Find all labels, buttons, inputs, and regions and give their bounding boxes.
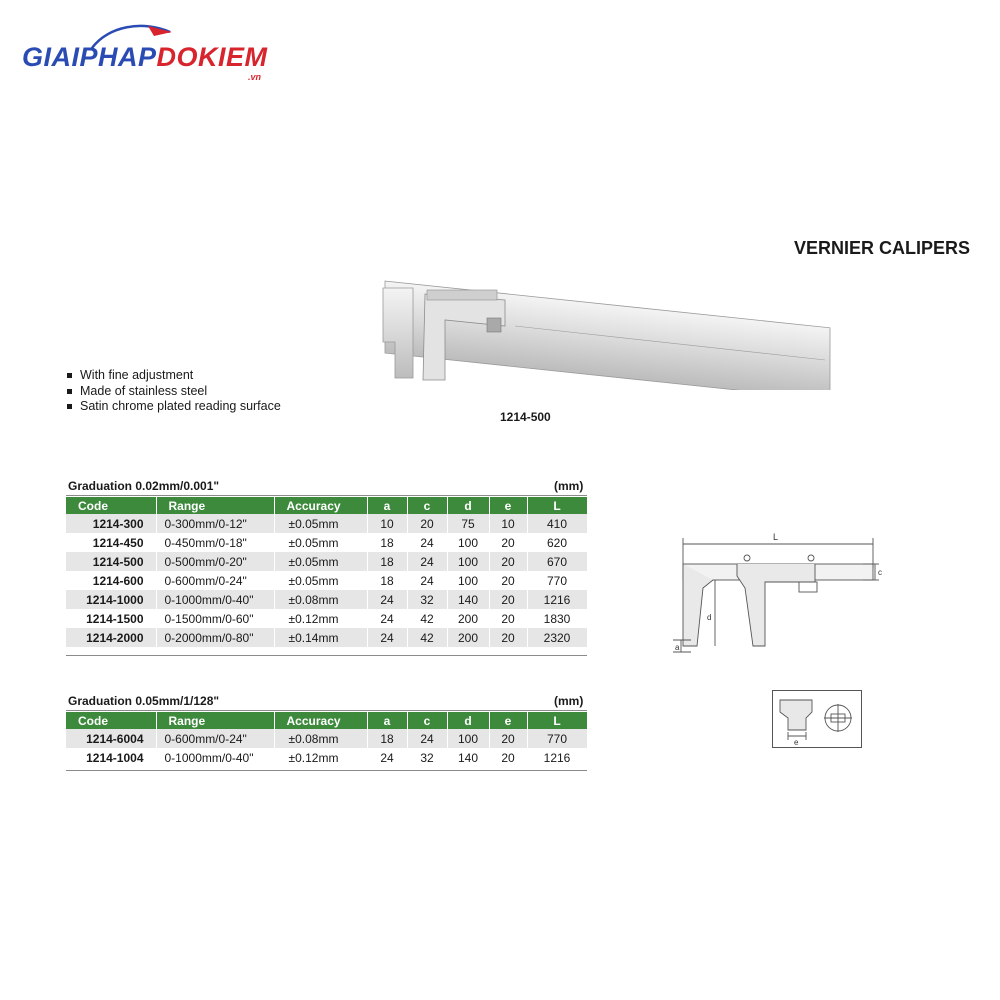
spec-table-1 xyxy=(66,497,588,647)
cell-code: 1214-2000 xyxy=(66,628,156,647)
cell-a: 18 xyxy=(367,571,407,590)
section-label-e: e xyxy=(794,738,799,747)
col-header-l: L xyxy=(527,712,587,729)
cell-c: 32 xyxy=(407,590,447,609)
cell-accuracy: ±0.05mm xyxy=(274,514,367,533)
model-caption: 1214-500 xyxy=(500,410,551,424)
table1-bottom-rule xyxy=(66,655,587,656)
cell-e: 20 xyxy=(489,628,527,647)
cell-d: 140 xyxy=(447,590,489,609)
table2-bottom-rule xyxy=(66,770,587,771)
cell-e: 20 xyxy=(489,552,527,571)
brand-logo xyxy=(18,22,288,82)
jaw-section-diagram xyxy=(772,690,862,748)
cell-e: 20 xyxy=(489,609,527,628)
cell-c: 32 xyxy=(407,748,447,767)
cell-range: 0-450mm/0-18" xyxy=(156,533,274,552)
cell-range: 0-600mm/0-24" xyxy=(156,571,274,590)
table-header-row xyxy=(66,497,587,514)
table1-graduation: Graduation 0.02mm/0.001" xyxy=(68,479,220,493)
cell-code: 1214-1000 xyxy=(66,590,156,609)
cell-c: 20 xyxy=(407,514,447,533)
cell-range: 0-500mm/0-20" xyxy=(156,552,274,571)
caliper-photo xyxy=(375,280,845,390)
cell-a: 18 xyxy=(367,729,407,748)
col-header-l: L xyxy=(527,497,587,514)
dim-label-d: d xyxy=(707,613,712,622)
cell-range: 0-2000mm/0-80" xyxy=(156,628,274,647)
cell-e: 20 xyxy=(489,590,527,609)
feature-item: With fine adjustment xyxy=(66,368,281,384)
table-header-row xyxy=(66,712,587,729)
cell-a: 18 xyxy=(367,533,407,552)
table2-graduation: Graduation 0.05mm/1/128" xyxy=(68,694,220,708)
cell-l: 770 xyxy=(527,729,587,748)
col-header-d: d xyxy=(447,712,489,729)
cell-c: 42 xyxy=(407,609,447,628)
cell-d: 200 xyxy=(447,628,489,647)
feature-item: Satin chrome plated reading surface xyxy=(66,399,281,415)
spec-table-2 xyxy=(66,712,588,767)
cell-c: 24 xyxy=(407,552,447,571)
cell-code: 1214-1500 xyxy=(66,609,156,628)
cell-accuracy: ±0.08mm xyxy=(274,590,367,609)
col-header-range: Range xyxy=(156,497,274,514)
cell-a: 24 xyxy=(367,628,407,647)
feature-list xyxy=(66,368,281,415)
cell-code: 1214-500 xyxy=(66,552,156,571)
cell-l: 1830 xyxy=(527,609,587,628)
table-row xyxy=(66,571,587,590)
dimension-diagram xyxy=(665,528,885,658)
cell-e: 20 xyxy=(489,533,527,552)
cell-l: 620 xyxy=(527,533,587,552)
cell-c: 42 xyxy=(407,628,447,647)
cell-d: 75 xyxy=(447,514,489,533)
cell-e: 20 xyxy=(489,729,527,748)
cell-l: 770 xyxy=(527,571,587,590)
cell-code: 1214-1004 xyxy=(66,748,156,767)
dim-label-l: L xyxy=(773,532,779,542)
cell-range: 0-1500mm/0-60" xyxy=(156,609,274,628)
cell-range: 0-300mm/0-12" xyxy=(156,514,274,533)
col-header-code: Code xyxy=(66,497,156,514)
col-header-accuracy: Accuracy xyxy=(274,497,367,514)
cell-accuracy: ±0.05mm xyxy=(274,552,367,571)
table2-top-rule xyxy=(66,710,587,711)
cell-d: 100 xyxy=(447,533,489,552)
logo-domain: .vn xyxy=(248,72,262,82)
col-header-a: a xyxy=(367,497,407,514)
page-title: VERNIER CALIPERS xyxy=(793,238,970,258)
cell-code: 1214-6004 xyxy=(66,729,156,748)
table-row xyxy=(66,514,587,533)
cell-c: 24 xyxy=(407,729,447,748)
cell-e: 10 xyxy=(489,514,527,533)
table1-top-rule xyxy=(66,495,587,496)
cell-l: 2320 xyxy=(527,628,587,647)
cell-a: 10 xyxy=(367,514,407,533)
cell-l: 1216 xyxy=(527,590,587,609)
cell-range: 0-1000mm/0-40" xyxy=(156,590,274,609)
cell-d: 140 xyxy=(447,748,489,767)
cell-accuracy: ±0.08mm xyxy=(274,729,367,748)
col-header-accuracy: Accuracy xyxy=(274,712,367,729)
cell-a: 24 xyxy=(367,748,407,767)
cell-e: 20 xyxy=(489,571,527,590)
cell-accuracy: ±0.12mm xyxy=(274,609,367,628)
dim-label-a: a xyxy=(675,643,680,652)
table-row xyxy=(66,628,587,647)
col-header-c: c xyxy=(407,497,447,514)
cell-d: 100 xyxy=(447,552,489,571)
cell-range: 0-600mm/0-24" xyxy=(156,729,274,748)
table-row xyxy=(66,609,587,628)
cell-l: 670 xyxy=(527,552,587,571)
table-row xyxy=(66,729,587,748)
cell-c: 24 xyxy=(407,571,447,590)
cell-code: 1214-450 xyxy=(66,533,156,552)
cell-accuracy: ±0.05mm xyxy=(274,571,367,590)
cell-a: 24 xyxy=(367,609,407,628)
cell-accuracy: ±0.05mm xyxy=(274,533,367,552)
table1-unit: (mm) xyxy=(554,479,584,493)
cell-accuracy: ±0.12mm xyxy=(274,748,367,767)
cell-e: 20 xyxy=(489,748,527,767)
cell-a: 18 xyxy=(367,552,407,571)
cell-c: 24 xyxy=(407,533,447,552)
col-header-c: c xyxy=(407,712,447,729)
cell-accuracy: ±0.14mm xyxy=(274,628,367,647)
table2-unit: (mm) xyxy=(554,694,584,708)
cell-code: 1214-300 xyxy=(66,514,156,533)
col-header-code: Code xyxy=(66,712,156,729)
table-row xyxy=(66,552,587,571)
col-header-range: Range xyxy=(156,712,274,729)
table-row xyxy=(66,590,587,609)
table-row xyxy=(66,533,587,552)
logo-text: GIAIPHAPDOKIEM xyxy=(22,42,268,72)
cell-range: 0-1000mm/0-40" xyxy=(156,748,274,767)
cell-d: 100 xyxy=(447,571,489,590)
cell-d: 200 xyxy=(447,609,489,628)
dim-label-c: c xyxy=(878,568,882,577)
col-header-d: d xyxy=(447,497,489,514)
table-row xyxy=(66,748,587,767)
cell-code: 1214-600 xyxy=(66,571,156,590)
col-header-a: a xyxy=(367,712,407,729)
cell-l: 1216 xyxy=(527,748,587,767)
cell-l: 410 xyxy=(527,514,587,533)
cell-d: 100 xyxy=(447,729,489,748)
cell-a: 24 xyxy=(367,590,407,609)
feature-item: Made of stainless steel xyxy=(66,384,281,400)
col-header-e: e xyxy=(489,497,527,514)
col-header-e: e xyxy=(489,712,527,729)
